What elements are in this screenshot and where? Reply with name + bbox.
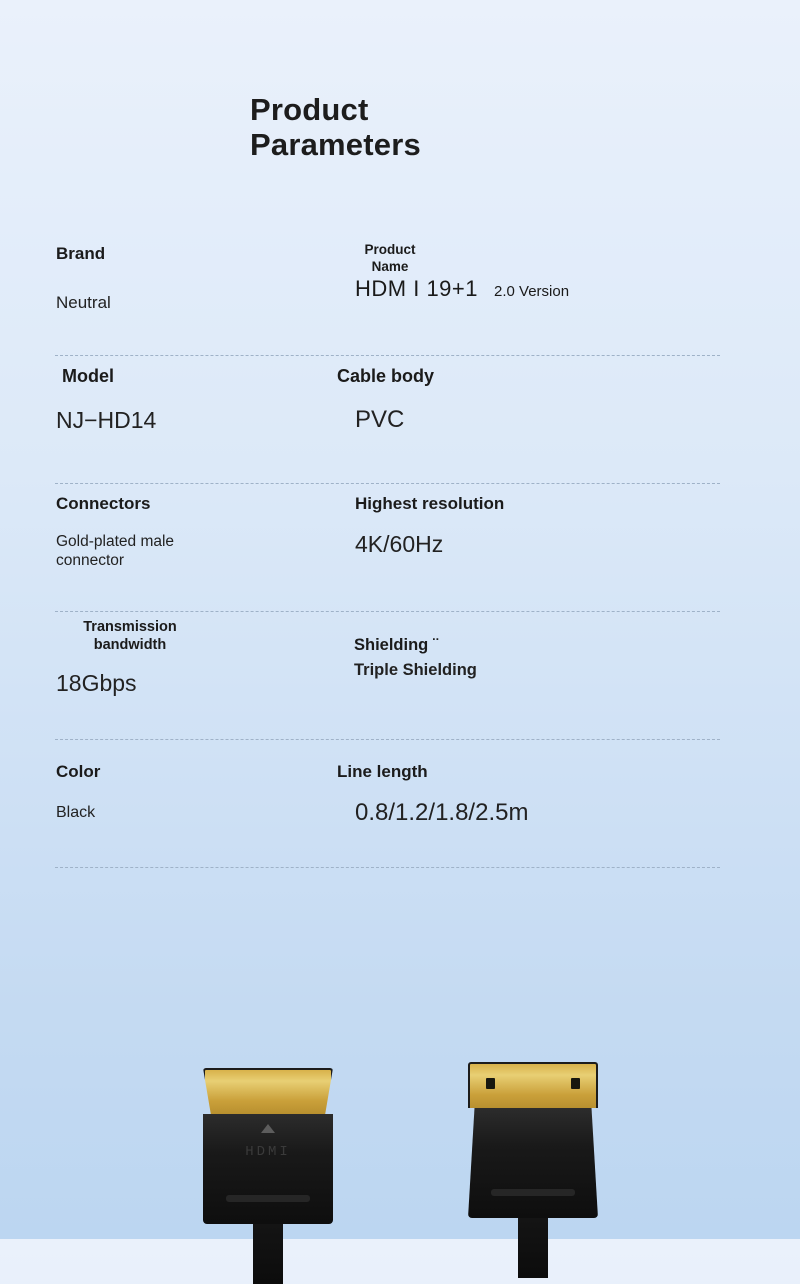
hdmi-connector-front-view [468, 1062, 598, 1218]
hdmi-connector-gold-head [468, 1062, 598, 1108]
spec-cell-model [56, 366, 157, 434]
spec-value-model: NJ−HD14 [56, 407, 157, 433]
row-divider [55, 867, 720, 868]
spec-key-model: Model [62, 366, 114, 386]
cable-strain-relief [518, 1218, 548, 1278]
spec-value-shielding: Triple Shielding [354, 661, 477, 679]
spec-value-connectors: Gold-plated male connector [56, 533, 175, 570]
spec-value-color: Black [56, 804, 96, 821]
housing-groove [226, 1195, 309, 1202]
hdmi-pin [571, 1078, 580, 1089]
hdmi-connector-gold-head [203, 1068, 333, 1114]
hdmi-connector-side-view [203, 1068, 333, 1224]
spec-cell-highest-resolution [355, 494, 504, 558]
page-title-line-1: Product [250, 92, 369, 127]
specification-table [0, 228, 800, 868]
spec-value-product-name: HDM I 19+1 [355, 275, 478, 301]
spec-key-shielding: Shielding ¨ [354, 636, 439, 654]
spec-value-transmission-bandwidth: 18Gbps [56, 670, 137, 697]
spec-value-product-name-line [355, 275, 570, 301]
hdmi-pin [486, 1078, 495, 1089]
spec-cell-brand [56, 244, 111, 313]
spec-key-product-name: Product Name [364, 242, 416, 274]
spec-key-brand: Brand [56, 244, 106, 263]
spec-key-connectors: Connectors [56, 494, 151, 513]
product-image [0, 1040, 800, 1240]
spec-row [0, 612, 800, 740]
spec-value-cable-body: PVC [355, 406, 405, 433]
page-title-line-2: Parameters [250, 126, 421, 162]
hdmi-connector-housing [203, 1114, 333, 1224]
spec-cell-product-name [355, 242, 569, 302]
spec-value-product-version: 2.0 Version [494, 282, 570, 300]
cable-strain-relief [253, 1224, 283, 1284]
spec-value-highest-resolution: 4K/60Hz [355, 531, 444, 557]
spec-key-color: Color [56, 762, 101, 781]
spec-row [0, 356, 800, 484]
spec-row [0, 484, 800, 612]
spec-key-highest-resolution: Highest resolution [355, 494, 505, 513]
spec-key-cable-body: Cable body [337, 366, 435, 386]
spec-cell-cable-body [337, 366, 434, 434]
hdmi-connector-housing [468, 1108, 598, 1218]
hdmi-pins [486, 1078, 580, 1089]
spec-key-line-length: Line length [337, 762, 428, 781]
spec-cell-shielding [354, 636, 477, 680]
spec-row [0, 740, 800, 868]
spec-key-transmission-bandwidth: Transmission bandwidth [83, 619, 177, 654]
spec-cell-line-length [337, 762, 528, 827]
spec-cell-transmission-bandwidth [56, 618, 182, 697]
housing-groove [491, 1189, 574, 1196]
triangle-icon [261, 1124, 275, 1133]
spec-cell-connectors [56, 494, 306, 571]
hdmi-logo-text: HDMI [245, 1144, 291, 1160]
spec-cell-color [56, 762, 100, 822]
spec-value-line-length: 0.8/1.2/1.8/2.5m [355, 799, 529, 826]
page-title [250, 93, 580, 162]
spec-row [0, 228, 800, 356]
spec-value-brand: Neutral [56, 293, 111, 312]
